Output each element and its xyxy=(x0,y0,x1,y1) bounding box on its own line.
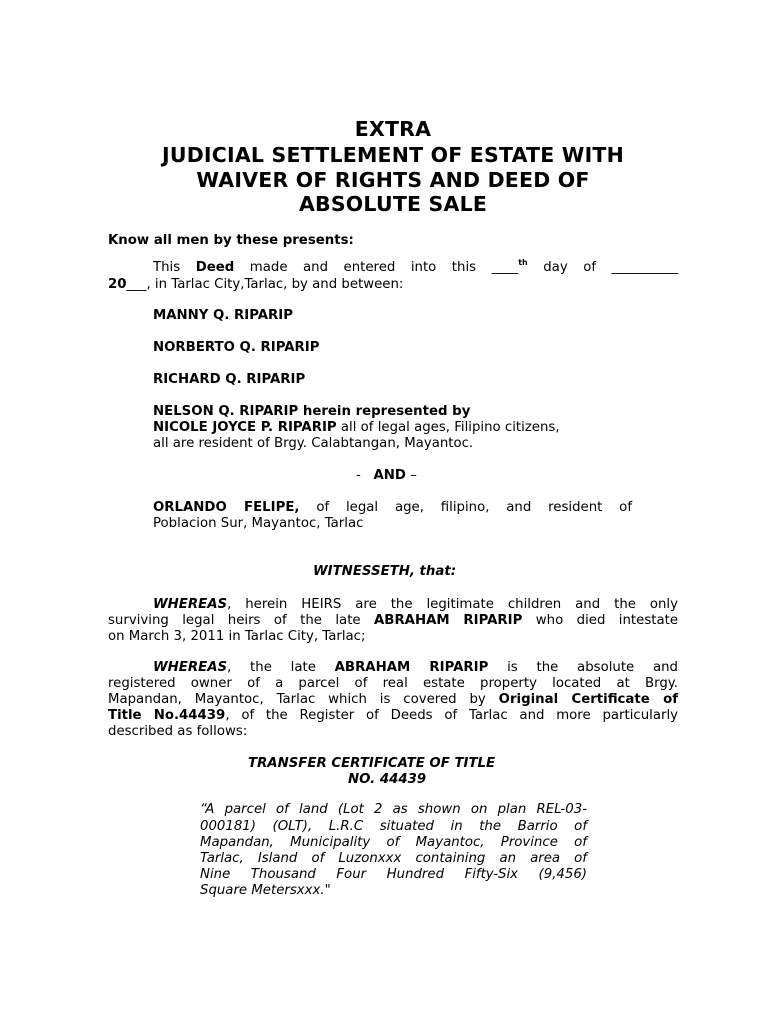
title-line-2: JUDICIAL SETTLEMENT OF ESTATE WITH xyxy=(162,143,624,167)
quote-line-5: Nine Thousand Four Hundred Fifty-Six (9,456) xyxy=(200,867,587,882)
party-1: MANNY Q. RIPARIP xyxy=(153,308,293,323)
and-separator: - AND – xyxy=(356,468,417,483)
title-line-4: ABSOLUTE SALE xyxy=(298,192,488,216)
whereas1-line-1: WHEREAS, herein HEIRS are the legitimate children and the only xyxy=(153,597,678,612)
party-5: NICOLE JOYCE P. RIPARIP all of legal ages, Filipino citizens, xyxy=(153,420,560,435)
whereas2-line-3: Mapandan, Mayantoc, Tarlac which is covered by Original Certificate of xyxy=(108,692,678,707)
whereas2-line-5: described as follows: xyxy=(108,724,248,739)
quote-line-6: Square Metersxxx." xyxy=(200,883,331,898)
intro-line: Know all men by these presents: xyxy=(108,233,354,248)
quote-line-3: Mapandan, Municipality of Mayantoc, Province of xyxy=(200,835,587,850)
whereas2-line-2: registered owner of a parcel of real estate property located at Brgy. xyxy=(108,676,678,691)
quote-line-4: Tarlac, Island of Luzonxxx containing an area of xyxy=(200,851,587,866)
tct-heading-line-2: NO. 44439 xyxy=(348,772,427,787)
title-line-3: WAIVER OF RIGHTS AND DEED OF xyxy=(196,168,590,192)
party-2: NORBERTO Q. RIPARIP xyxy=(153,340,320,355)
party-3: RICHARD Q. RIPARIP xyxy=(153,372,306,387)
buyer-line-2: Poblacion Sur, Mayantoc, Tarlac xyxy=(153,516,364,531)
deed-line-1: This Deed made and entered into this ____$^{th}$ day of __________ xyxy=(153,258,679,275)
quote-line-1: “A parcel of land (Lot 2 as shown on plan REL-03- xyxy=(200,802,587,817)
title-line-1: EXTRA xyxy=(354,117,432,141)
whereas2-line-1: WHEREAS, the late ABRAHAM RIPARIP is the absolute and xyxy=(153,660,678,675)
whereas1-line-2: surviving legal heirs of the late ABRAHAM RIPARIP who died intestate xyxy=(108,613,679,628)
tct-heading-line-1: TRANSFER CERTIFICATE OF TITLE xyxy=(248,756,496,771)
witnesseth-heading: WITNESSETH, that: xyxy=(313,564,457,579)
quote-line-2: 000181) (OLT), L.R.C situated in the Barrio of xyxy=(200,819,587,834)
whereas1-line-3: on March 3, 2011 in Tarlac City, Tarlac; xyxy=(108,629,366,644)
whereas2-line-4: Title No.44439, of the Register of Deeds of Tarlac and more particularly xyxy=(108,708,679,723)
party-5-residence: all are resident of Brgy. Calabtangan, Mayantoc. xyxy=(153,436,474,451)
buyer-line-1: ORLANDO FELIPE, of legal age, filipino, and resident of xyxy=(153,500,633,515)
party-4: NELSON Q. RIPARIP herein represented by xyxy=(153,404,471,419)
deed-line-2: 20___, in Tarlac City,Tarlac, by and between: xyxy=(108,277,404,292)
